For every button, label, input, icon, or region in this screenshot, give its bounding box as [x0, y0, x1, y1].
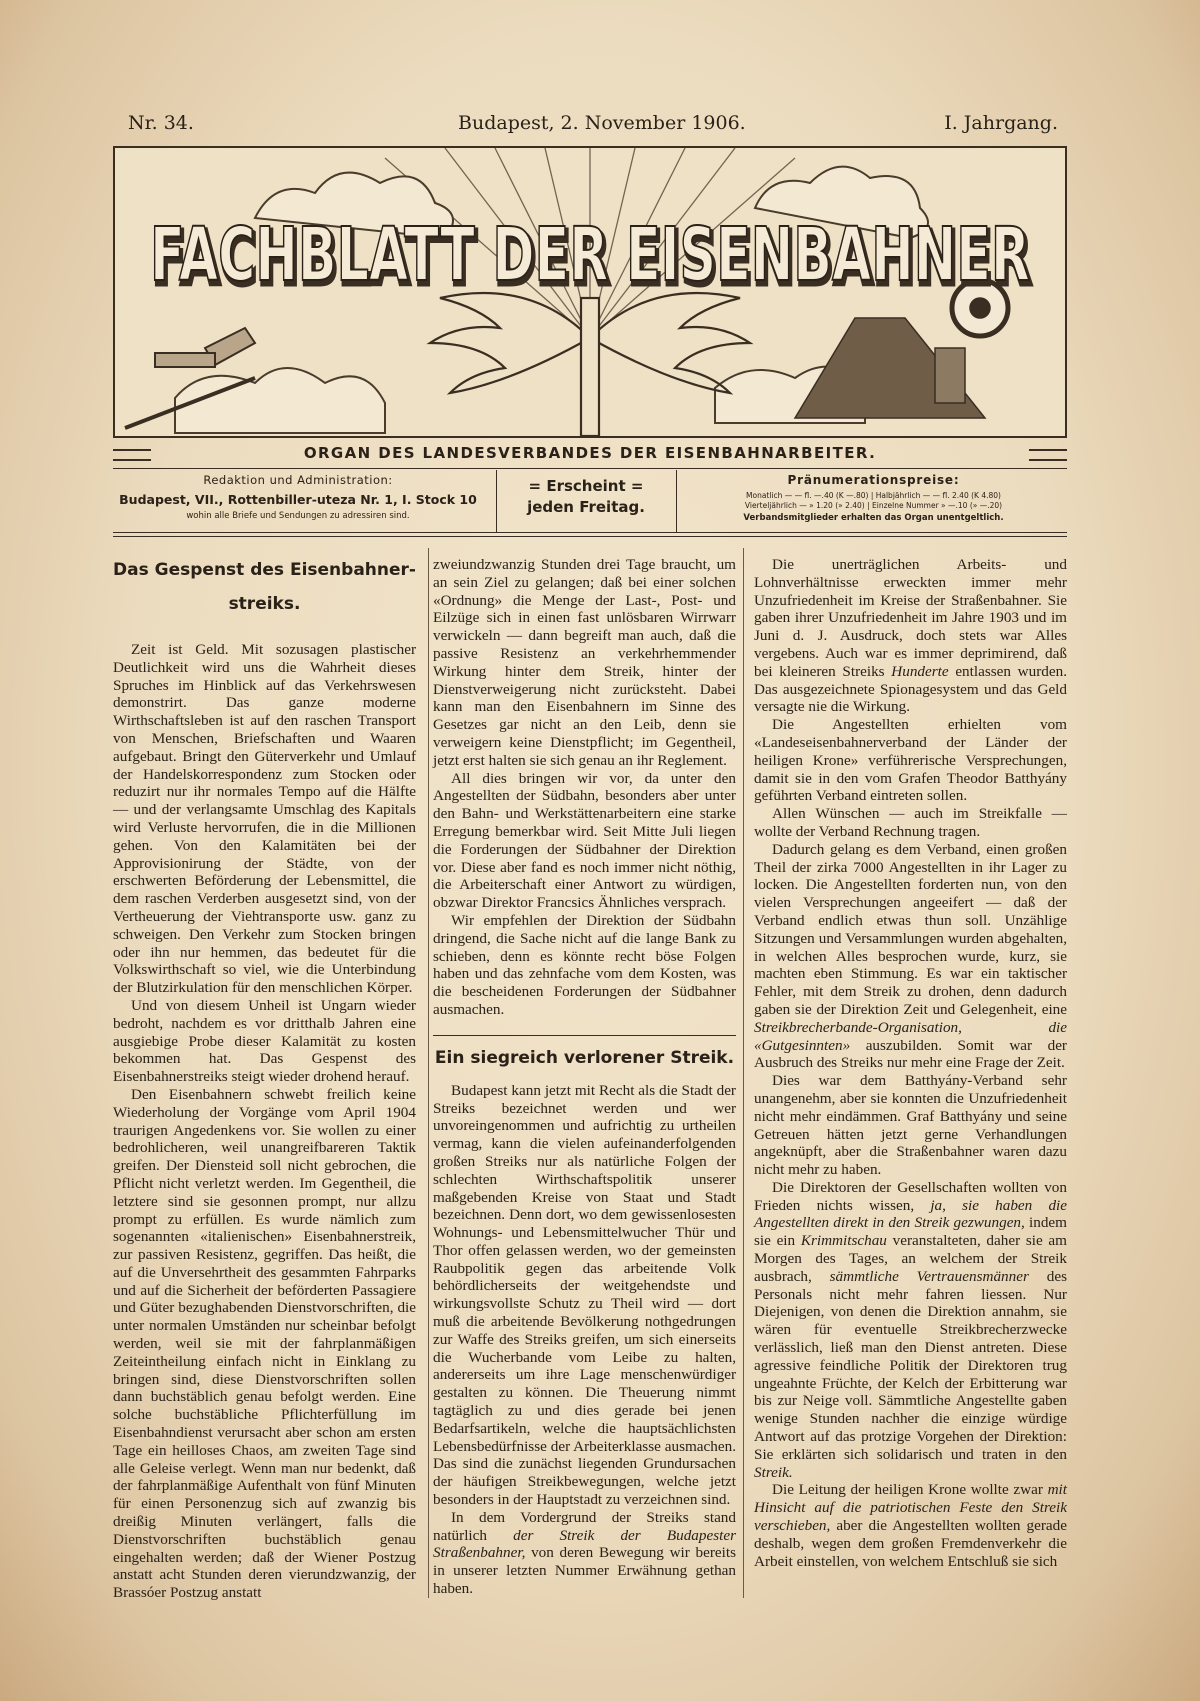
text-run: Dadurch gelang es dem Verband, einen großen Theil der zirka 7000 Angestellten in ihr Lager zu locken. Die Angestellten forderten nun, von den vielen Versprechungen angeeifert — daß der Verband endlich etwas thun soll. Unzählige Sitzungen und Versammlungen wurden abgehalten, in welchen Alles besprochen wurde, kurz, sie machten eben Stimmung. Es war ein taktischer Fehler, mit dem Streik zu drohen, denn dadurch gaben sie der Direktion Zeit und Gelegenheit, eine [754, 840, 1067, 1018]
paragraph [433, 1509, 736, 1598]
info-rule-bottom-thin [113, 536, 1067, 537]
erscheint-box [500, 473, 672, 529]
paragraph: All dies bringen wir vor, da unter den Angestellten der Südbahn, besonders aber unter den Bahn- und Werkstättenarbeitern eine starke Erregung bemerkbar wird. Seit Mitte Juli liegen die Forderungen der Südbahner der Direktion vor. Diese aber fand es noch immer nicht nöthig, die Arbeiterschaft einer Antwort zu würdigen, obzwar Direktor Francsics Ähnliches versprach. [433, 769, 736, 912]
article-1-title-line-1: Das Gespenst des Eisenbahner- [113, 560, 416, 580]
text-run: veranstalteten, daher sie am Morgen des Tages, an welchem der Streik ausbrach, [754, 1232, 1067, 1285]
paragraph: Dies war dem Batthyány-Verband sehr unangenehm, aber sie konnten die Unzufriedenheit nicht mehr eindämmen. Graf Batthyány und seine Getreuen hätten jetzt gerne Verhandlungen angeknüpft, aber die Straßenbahner waren dazu nicht mehr zu haben. [754, 1072, 1067, 1179]
volume: I. Jahrgang. [944, 112, 1058, 134]
paragraph: zweiundzwanzig Stunden drei Tage braucht, um an sein Ziel zu gelangen; daß bei einer solchen «Ordnung» die Menge der Last-, Post- und Eilzüge sich in einen fast unlösbaren Wirrwarr verwickeln — dann begreift man auch, daß die passive Resistenz an verkehrhemmender Wirkung hinter dem Streik, hinter der Dienstverweigerung nicht zurücksteht. Dabei kann man den Eisenbahnern im Sinne des Gesetzes gar nicht an den Leib, denn sie verweigern keine Dienstpflicht; im Gegentheil, jetzt erst halten sie sich genau an ihr Reglement. [433, 556, 736, 769]
erscheint-line-1: = Erscheint = [528, 477, 644, 495]
preise-note: Verbandsmitglieder erhalten das Organ unentgeltlich. [743, 513, 1004, 523]
info-divider-2 [676, 470, 677, 532]
paragraph [754, 556, 1067, 716]
info-divider-1 [496, 470, 497, 532]
column-2 [433, 556, 736, 1598]
preise-line-1: Monatlich — — fl. —.40 (K —.80) | Halbjährlich — — fl. 2.40 (K 4.80) [746, 491, 1001, 500]
text-run: auszubilden. Somit war der Ausbruch des Streiks nur mehr eine Frage der Zeit. [754, 1036, 1067, 1072]
paragraph: Den Eisenbahnern schwebt freilich keine Wiederholung der Vorgänge vom April 1904 traurigen Angedenkens vor. Sie wollen zu einer bedrohlicheren, weil unangreifbareren Taktik greifen. Der Diensteid soll nicht gebrochen, die Pflicht nicht verletzt werden. Im Gegentheil, die letztere sind sie gesonnen prompt, nur allzu prompt zu erfüllen. Es wurde nämlich zum sogenannten «italienischen» Eisenbahnerstreik, zur passiven Resistenz, gegriffen. Das heißt, die auf die Unversehrtheit des gesammten Fahrparks und auf die Sicherheit der beförderten Passagiere und Güter bezughabenden Dienstvorschriften, die unter normalen Umständen nur scheinbar befolgt werden, weil sie mit der fahrplanmäßigen Zeiteintheilung einfach nicht in Einklang zu bringen sind, diese Dienstvorschriften sollen dann buchstäblich genau befolgt werden. Eine solche buchstäbliche Pflichterfüllung im Eisenbahndienst verursacht aber schon am ersten Tage ein heilloses Chaos, am zweiten Tage sind alle Geleise verlegt. Wenn man nur bedenkt, daß der fahrplanmäßige Aufenthalt von fünf Minuten für einen Personenzug sich auf zwanzig bis dreißig Minuten verlängert, falls die Dienstvorschriften buchstäblich genau eingehalten werden; daß der Wiener Postzug anstatt acht Stunden deren vierundzwanzig, der Brassóer Postzug anstatt [113, 1085, 416, 1602]
paragraph [754, 1179, 1067, 1482]
text-run: von deren Bewegung wir bereits in unserer letzten Nummer Erwähnung gethan haben. [433, 1544, 736, 1598]
address-note: wohin alle Briefe und Sendungen zu adressiren sind. [186, 511, 410, 521]
emphasis: Streikbrecherbande-Organisation, die «Gutgesinnten» [754, 1018, 1067, 1054]
preise-line-2: Vierteljährlich — » 1.20 (» 2.40) | Einzelne Nummer » —.10 (» —.20) [744, 501, 1003, 510]
paragraph: Wir empfehlen der Direktion der Südbahn dringend, die Sache nicht auf die lange Bank zu schieben, denn es könnte recht böse Folgen haben und das zehnfache vom dem Kosten, was die bescheidenen Forderungen der Südbahner ausmachen. [433, 911, 736, 1018]
article-1-title [113, 553, 416, 621]
article-1-title-line-2: streiks. [228, 594, 301, 614]
issue-number: Nr. 34. [128, 112, 194, 134]
masthead-title: FACHBLATT DER EISENBAHNER [150, 212, 1030, 298]
paragraph: Und von diesem Unheil ist Ungarn wieder bedroht, nachdem es vor dritthalb Jahren eine ausgiebige Probe dieser Kalamität zu kosten bekommen hat. Das Gespenst des Eisenbahnerstreiks steigt wieder drohend herauf. [113, 996, 416, 1086]
text-run: Die unerträglichen Arbeits- und Lohnverhältnisse erweckten immer mehr Unzufriedenheit im Kreise der Straßenbahner. Sie gaben ihrer Unzufriedenheit im Jahre 1903 und im Juni d. J. Ausdruck, doch stets war Alles vergebens. Auch war es immer deprimirend, daß bei kleineren Streiks [754, 556, 1067, 680]
preise-title: Pränumerationspreise: [787, 473, 960, 487]
article-separator [433, 1035, 736, 1036]
paragraph: Allen Wünschen — auch im Streikfalle — wollte der Verband Rechnung tragen. [754, 805, 1067, 840]
text-run: des Personals nicht mehr fahren liessen. Nur Diejenigen, von denen die Direktion annahm, sie wären für eventuelle Streikbrecherzwecke verlässlich, ließ man den Dienst antreten. Diese agressive feindliche Politik der Direktoren trug ungeahnte Früchte, der Kelch der Erbitterung war bis zur Neige voll. Sämmtliche Angestellte gaben wenige Stunden nachher die einzige würdige Antwort auf das protzige Vorgehen der Direktion: Sie erklärten sich solidarisch und traten in den [754, 1267, 1067, 1463]
text-run: indem sie ein [754, 1214, 1067, 1250]
info-rule-top [113, 468, 1067, 469]
emphasis: ja, sie haben die Angestellten direkt in den Streik gezwungen, [754, 1196, 1067, 1232]
paragraph: Zeit ist Geld. Mit sozusagen plastischer Deutlichkeit wird uns die Wahrheit dieses Spruches im Hinblick auf das Verkehrswesen demonstrirt. Das ganze moderne Wirthschaftsleben ist auf den raschen Transport von Menschen, Briefschaften und Waaren aufgebaut. Bringt den Güterverkehr und Umlauf der Handelskorrespondenz zum Stocken oder reduzirt nur ihr normales Tempo auf die Hälfte — und der verlangsamte Umschlag des Kapitals wird Verluste hervorrufen, die in die Millionen gehen. Von den Kalamitäten bei der Approvisionirung der Städte, von der erschwerten Beförderung der Lebensmittel, die dem raschen Verderben ausgesetzt sind, von der Vertheuerung der Viehtransporte usw. ganz zu schweigen. Den Verkehr zum Stocken bringen oder ihn nur hemmen, das bedeutet für die Volkswirthschaft so viel, wie die Unterbindung der Blutzirkulation für den menschlichen Körper. [113, 641, 416, 997]
emphasis: mit Hinsicht auf die patriotischen Feste den Streik verschieben, [754, 1481, 1067, 1535]
paragraph: Die Angestellten erhielten vom «Landeseisenbahnerverband der Länder der heiligen Krone» verführerische Versprechungen, damit sie in den vom Grafen Theodor Batthyány geführten Verband eintreten sollen. [754, 716, 1067, 805]
text-run: Die Direktoren der Gesellschaften wollten von Frieden nichts wissen, [754, 1178, 1067, 1214]
column-divider-1 [428, 548, 429, 1598]
paragraph [754, 841, 1067, 1072]
emphasis: Hunderte [891, 662, 949, 680]
emphasis: der Streik der Budapester Straßenbahner, [433, 1526, 736, 1562]
emphasis: Streik. [754, 1463, 793, 1481]
masthead-artwork [115, 148, 1065, 436]
address: Budapest, VII., Rottenbiller-uteza Nr. 1, I. Stock 10 [119, 492, 477, 507]
masthead-illustration [113, 146, 1067, 438]
text-run: In dem Vordergrund der Streiks stand natürlich [433, 1508, 736, 1544]
emphasis: sämmtliche Vertrauensmänner [829, 1267, 1029, 1285]
erscheint-line-2: jeden Freitag. [527, 498, 645, 516]
dateline: Budapest, 2. November 1906. [458, 112, 746, 134]
ornament-right [1029, 449, 1067, 461]
redaktion-box [113, 473, 483, 529]
article-2-title: Ein siegreich verlorener Streik. [434, 1047, 735, 1068]
paragraph: Budapest kann jetzt mit Recht als die Stadt der Streiks bezeichnet werden und wer unvoreingenommen und aufrichtig zu urtheilen vermag, kann die vielen aufeinanderfolgenden großen Streiks nur als natürliche Folgen der schlechten Wirthschaftspolitik unserer maßgebenden Kreise von Staat und Stadt bezeichnen. Denn dort, wo dem gewissenlosesten Wohnungs- und Lebensmittelwucher Thür und Thor offen gelassen werden, wo der gemeinsten Raubpolitik gegen das arbeitende Volk behördlicherseits der weitgehendste und wirkungsvollste Schutz zu Theil wird — dort muß die arbeitende Bevölkerung nothgedrungen zur Waffe des Streiks greifen, um sich einerseits die Wucherbande vom Leibe zu halten, andererseits um ihre Lage menschenwürdiger gestalten zu können. Die Theuerung nimmt tagtäglich zu und dies gerade bei jenen Bedarfsartikeln, welche die hauptsächlichsten Lebensbedürfnisse der Arbeiterklasse ausmachen. Das sind die zunächst liegenden Grundursachen der häufigen Streikbewegungen, welche jetzt besonders in der Hauptstadt zu verzeichnen sind. [433, 1081, 736, 1509]
text-run: entlassen wurden. Das ausgezeichnete Spionagesystem und das Geld versagte nie die Wirkung. [754, 662, 1067, 716]
info-rule-bottom [113, 532, 1067, 533]
preise-box [680, 473, 1067, 529]
organ-subtitle: ORGAN DES LANDESVERBANDES DER EISENBAHNARBEITER. [303, 444, 877, 462]
text-run: Die Leitung der heiligen Krone wollte zwar [772, 1481, 1048, 1499]
column-3 [754, 556, 1067, 1570]
masthead-title-shadow: FACHBLATT DER EISENBAHNER [152, 216, 1032, 302]
redaktion-label: Redaktion und Administration: [203, 473, 393, 487]
emphasis: Krimmitschau [800, 1232, 887, 1250]
column-divider-2 [743, 548, 744, 1598]
dateline-bar [128, 112, 1058, 138]
text-run: aber die Angestellten wollten gerade deshalb, wegen dem großen Fremdenverkehr die Arbeit einstellen, von welchem Entschluß sie sich [754, 1517, 1067, 1570]
column-1 [113, 553, 416, 1602]
paragraph [754, 1481, 1067, 1570]
